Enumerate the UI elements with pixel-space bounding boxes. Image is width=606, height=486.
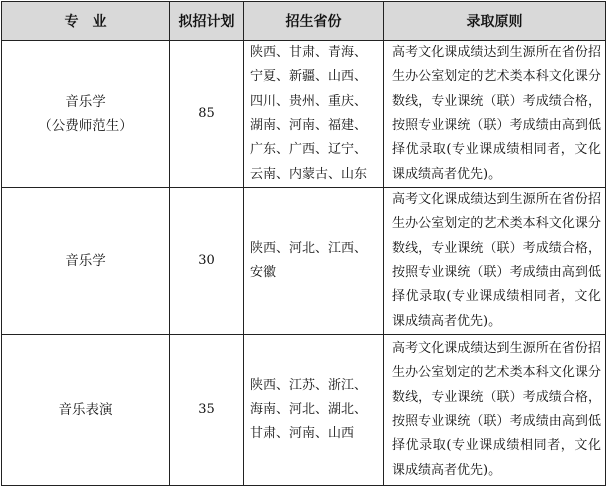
- admission-principle: 高考文化课成绩达到生源所在省份招生办公室划定的艺术类本科文化课分数线，专业课统（联）考成绩合格，按照专业课统（联）考成绩由高到低择优录取(专业课成绩相同者，文化课成绩高者优先)。: [384, 335, 606, 486]
- admission-plan-table: [1, 1, 606, 486]
- table-header-row: [2, 2, 606, 41]
- major-name: 音乐学: [65, 252, 106, 269]
- header-provinces: 招生省份: [244, 2, 384, 41]
- header-major: 专 业: [2, 2, 170, 41]
- province-list: 陕西、江苏、浙江、海南、河北、湖北、甘肃、河南、山西: [244, 335, 384, 486]
- plan-count: 30: [170, 188, 244, 335]
- province-list: 陕西、河北、江西、安徽: [244, 188, 384, 335]
- admission-principle: 高考文化课成绩达到生源所在省份招生办公室划定的艺术类本科文化课分数线，专业课统（联）考成绩合格，按照专业课统（联）考成绩由高到低择优录取(专业课成绩相同者，文化课成绩高者优先)。: [384, 188, 606, 335]
- major-name: 音乐表演: [58, 401, 113, 418]
- plan-count: 85: [170, 41, 244, 188]
- major-cell: [2, 188, 170, 335]
- major-cell: [2, 41, 170, 188]
- admission-principle: 高考文化课成绩达到生源所在省份招生办公室划定的艺术类本科文化课分数线，专业课统（联）考成绩合格，按照专业课统（联）考成绩由高到低择优录取(专业课成绩相同者，文化课成绩高者优先)。: [384, 41, 606, 188]
- table-row: [2, 335, 606, 486]
- table-row: [2, 188, 606, 335]
- major-note: （公费师范生）: [38, 118, 133, 134]
- major-name: 音乐学: [65, 93, 106, 110]
- header-principle: 录取原则: [384, 2, 606, 41]
- major-cell: [2, 335, 170, 486]
- plan-count: 35: [170, 335, 244, 486]
- province-list: 陕西、甘肃、青海、宁夏、新疆、山西、四川、贵州、重庆、湖南、河南、福建、广东、广西、辽宁、云南、内蒙古、山东: [244, 41, 384, 188]
- header-plan: 拟招计划: [170, 2, 244, 41]
- table-row: [2, 41, 606, 188]
